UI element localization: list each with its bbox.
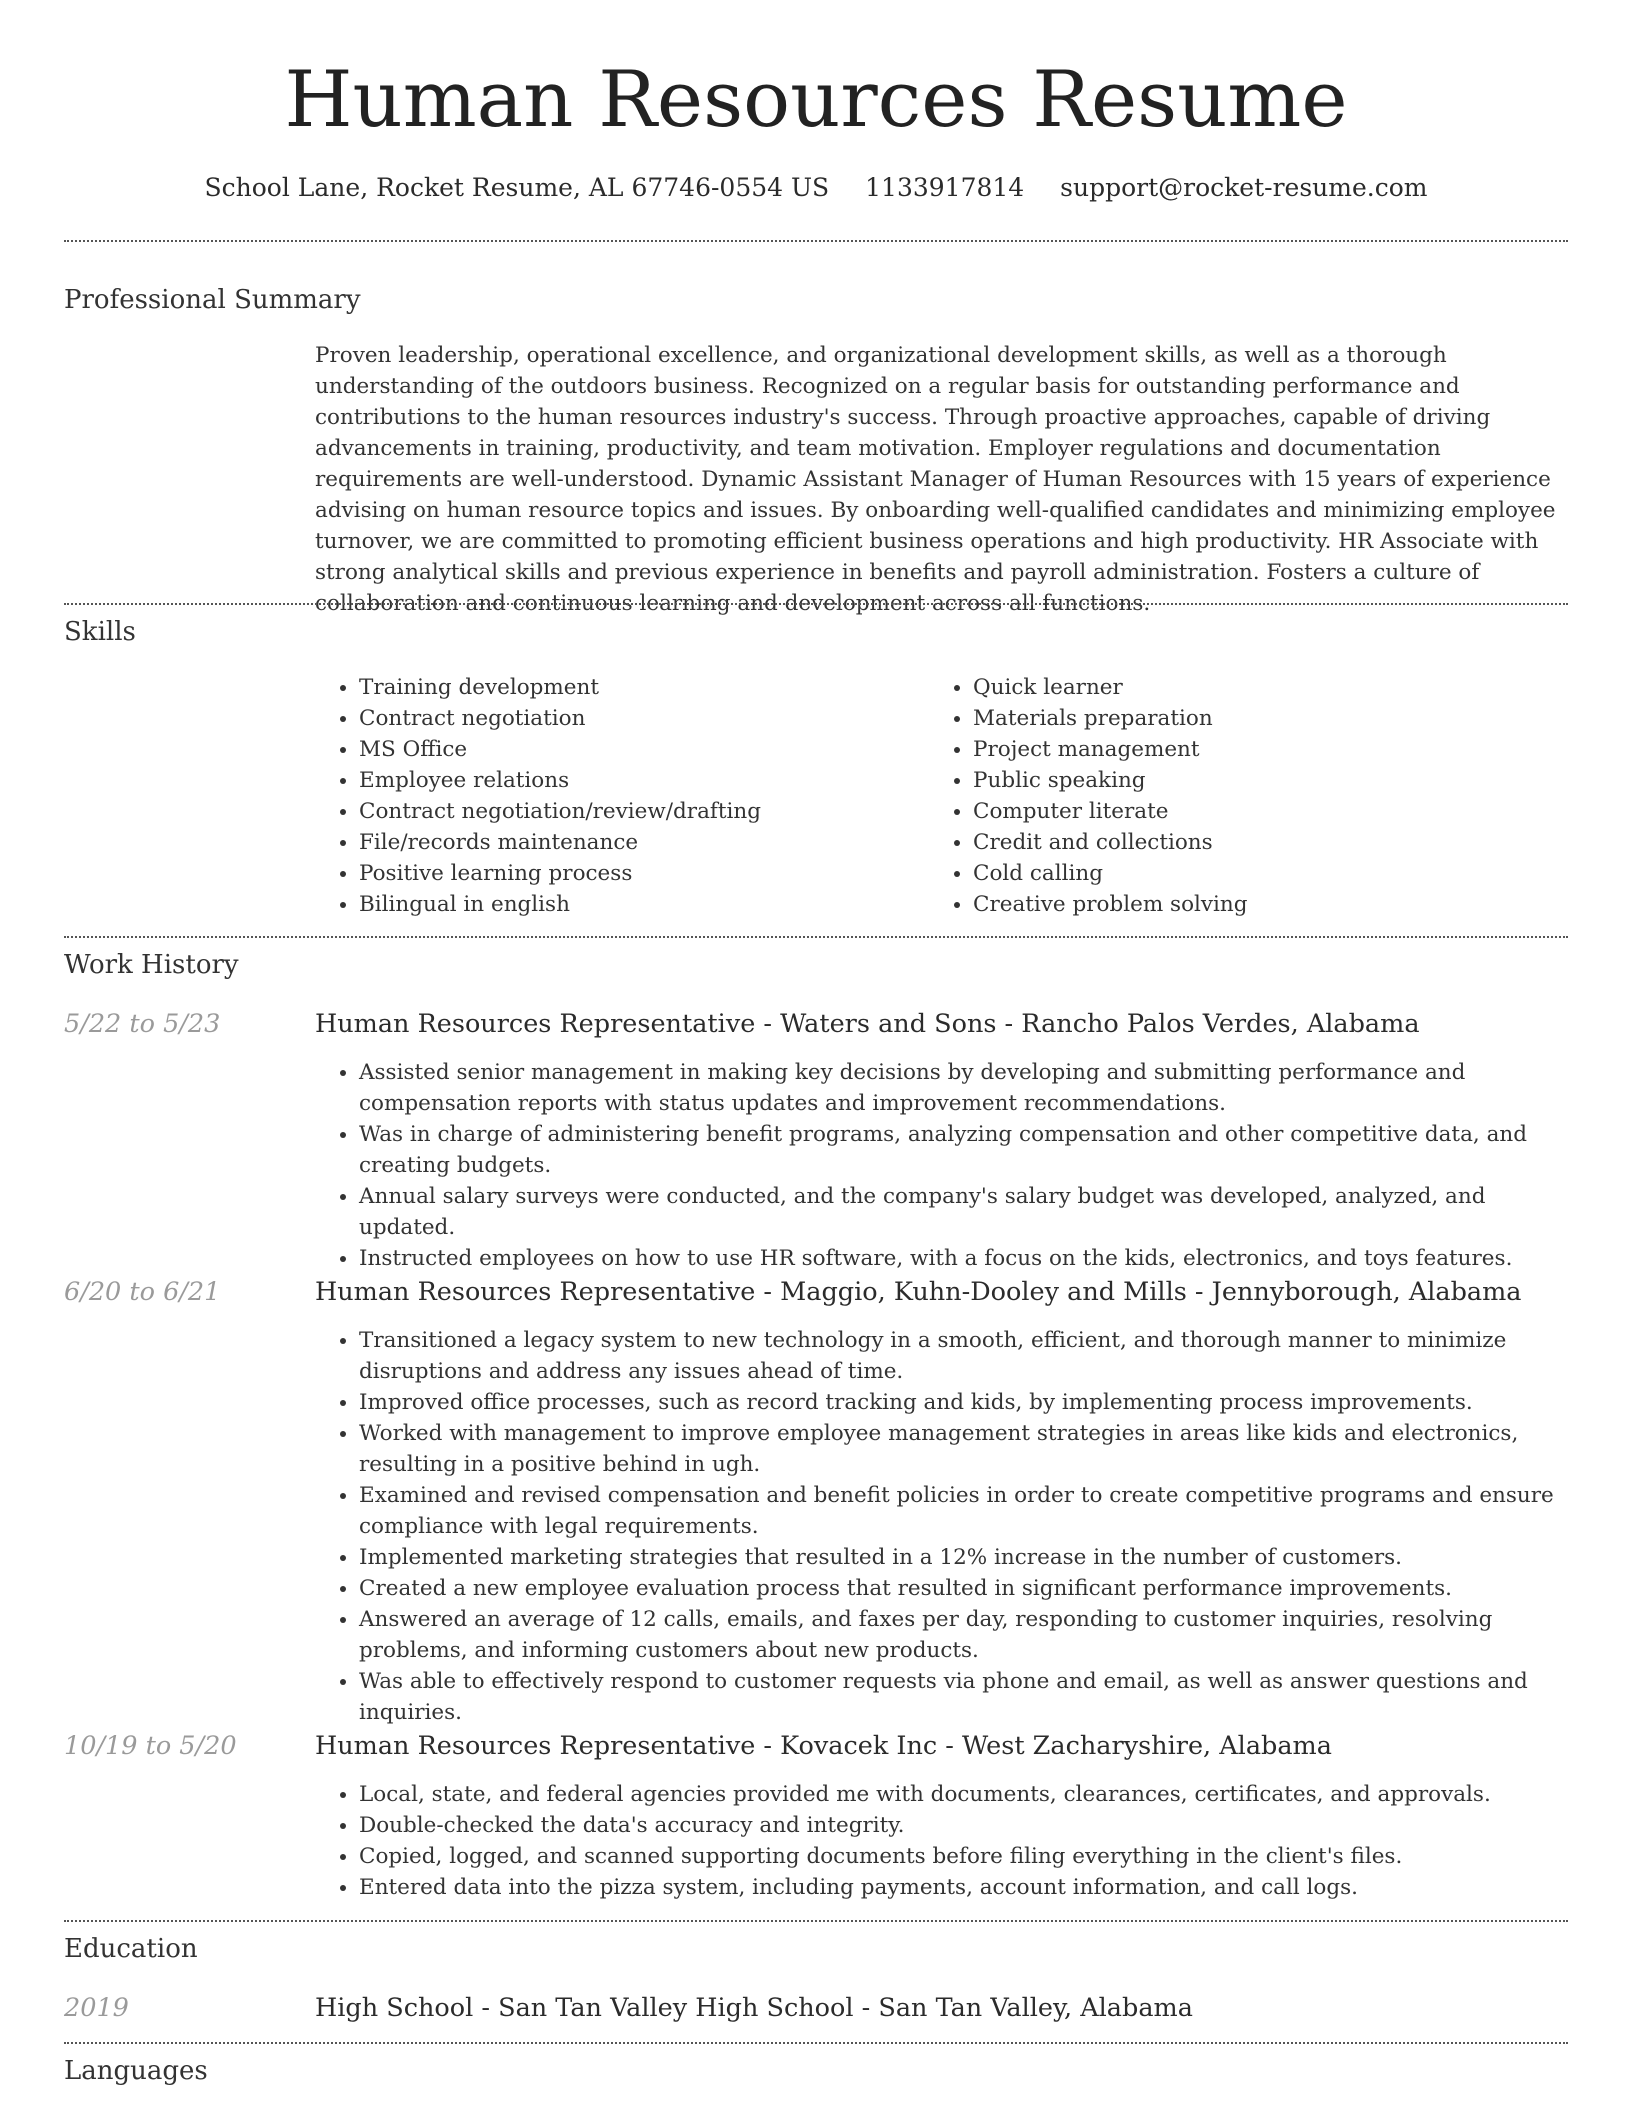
divider	[64, 240, 1568, 242]
job-bullet: • Double-checked the data's accuracy and integrity.	[359, 1810, 1568, 1841]
job-bullet: • Entered data into the pizza system, including payments, account information, and call logs.	[359, 1872, 1568, 1903]
job-dates: 5/22 to 5/23	[64, 1009, 221, 1039]
skill-item: • Positive learning process	[359, 858, 929, 889]
skill-item: • Training development	[359, 672, 929, 703]
skill-item: • Materials preparation	[973, 703, 1543, 734]
skills-list-left	[315, 672, 929, 920]
job-title: Human Resources Representative - Kovacek Inc - West Zacharyshire, Alabama	[315, 1731, 1332, 1761]
education-year: 2019	[64, 1993, 129, 2023]
education-school: High School - San Tan Valley High School - San Tan Valley, Alabama	[315, 1993, 1193, 2023]
skills-list-right	[929, 672, 1543, 920]
job-bullet: • Annual salary surveys were conducted, and the company's salary budget was developed, analyzed, and updated.	[359, 1181, 1568, 1243]
divider	[64, 936, 1568, 938]
job-bullet: • Answered an average of 12 calls, emails, and faxes per day, responding to customer inquiries, resolving problems, and informing customers about new products.	[359, 1604, 1568, 1666]
skill-item: • Quick learner	[973, 672, 1543, 703]
divider	[64, 603, 1568, 605]
skill-item: • Credit and collections	[973, 827, 1543, 858]
job-bullet: • Instructed employees on how to use HR software, with a focus on the kids, electronics, and toys features.	[359, 1243, 1568, 1274]
divider	[64, 1920, 1568, 1922]
address: School Lane, Rocket Resume, AL 67746-0554 US	[204, 173, 830, 202]
job-bullet: • Worked with management to improve employee management strategies in areas like kids and electronics, resulting in a positive behind in ugh.	[359, 1418, 1568, 1480]
phone: 1133917814	[865, 173, 1025, 202]
job-bullet: • Local, state, and federal agencies provided me with documents, clearances, certificates, and approvals.	[359, 1779, 1568, 1810]
job-details	[315, 1057, 1568, 1274]
skill-item: • Contract negotiation/review/drafting	[359, 796, 929, 827]
section-title-education: Education	[64, 1934, 198, 1964]
skill-item: • File/records maintenance	[359, 827, 929, 858]
email: support@rocket-resume.com	[1060, 173, 1428, 202]
section-title-work: Work History	[64, 950, 239, 980]
skill-item: • MS Office	[359, 734, 929, 765]
job-dates: 10/19 to 5/20	[64, 1731, 237, 1761]
job-details	[315, 1325, 1568, 1728]
summary-text: Proven leadership, operational excellence, and organizational development skills, as well as a thorough understanding of the outdoors business. Recognized on a regular basis for outstanding performance and contributions to the human resources industry's success. Through proactive approaches, capable of driving advancements in training, productivity, and team motivation. Employer regulations and documentation requirements are well-understood. Dynamic Assistant Manager of Human Resources with 15 years of experience advising on human resource topics and issues. By onboarding well-qualified candidates and minimizing employee turnover, we are committed to promoting efficient business operations and high productivity. HR Associate with strong analytical skills and previous experience in benefits and payroll administration. Fosters a culture of collaboration and continuous learning and development across all functions.	[315, 343, 1556, 616]
section-title-skills: Skills	[64, 617, 136, 647]
divider	[64, 2042, 1568, 2044]
job-bullet: • Created a new employee evaluation process that resulted in significant performance improvements.	[359, 1573, 1568, 1604]
job-bullet: • Copied, logged, and scanned supporting documents before filing everything in the client's files.	[359, 1841, 1568, 1872]
job-bullet: • Implemented marketing strategies that resulted in a 12% increase in the number of customers.	[359, 1542, 1568, 1573]
skills-columns	[315, 672, 1568, 920]
skill-item: • Creative problem solving	[973, 889, 1543, 920]
job-bullet: • Examined and revised compensation and benefit policies in order to create competitive programs and ensure compliance with legal requirements.	[359, 1480, 1568, 1542]
job-title: Human Resources Representative - Maggio, Kuhn-Dooley and Mills - Jennyborough, Alabama	[315, 1277, 1522, 1307]
contact-line	[64, 170, 1568, 206]
job-bullet: • Was in charge of administering benefit programs, analyzing compensation and other competitive data, and creating budgets.	[359, 1119, 1568, 1181]
job-bullet: • Was able to effectively respond to customer requests via phone and email, as well as answer questions and inquiries.	[359, 1666, 1568, 1728]
skill-item: • Computer literate	[973, 796, 1543, 827]
job-details	[315, 1779, 1568, 1903]
skill-item: • Public speaking	[973, 765, 1543, 796]
skill-item: • Bilingual in english	[359, 889, 929, 920]
job-bullet: • Improved office processes, such as record tracking and kids, by implementing process improvements.	[359, 1387, 1568, 1418]
job-bullets	[315, 1779, 1568, 1903]
job-bullet: • Assisted senior management in making key decisions by developing and submitting performance and compensation reports with status updates and improvement recommendations.	[359, 1057, 1568, 1119]
section-title-summary: Professional Summary	[64, 285, 361, 315]
skill-item: • Employee relations	[359, 765, 929, 796]
section-title-languages: Languages	[64, 2056, 208, 2086]
job-title: Human Resources Representative - Waters and Sons - Rancho Palos Verdes, Alabama	[315, 1009, 1420, 1039]
summary-body	[315, 340, 1568, 619]
skill-item: • Cold calling	[973, 858, 1543, 889]
resume-title: Human Resources Resume	[284, 55, 1348, 145]
job-bullets	[315, 1325, 1568, 1728]
job-dates: 6/20 to 6/21	[64, 1277, 221, 1307]
skills-body	[315, 672, 1568, 920]
job-bullets	[315, 1057, 1568, 1274]
skill-item: • Contract negotiation	[359, 703, 929, 734]
skill-item: • Project management	[973, 734, 1543, 765]
job-bullet: • Transitioned a legacy system to new technology in a smooth, efficient, and thorough manner to minimize disruptions and address any issues ahead of time.	[359, 1325, 1568, 1387]
